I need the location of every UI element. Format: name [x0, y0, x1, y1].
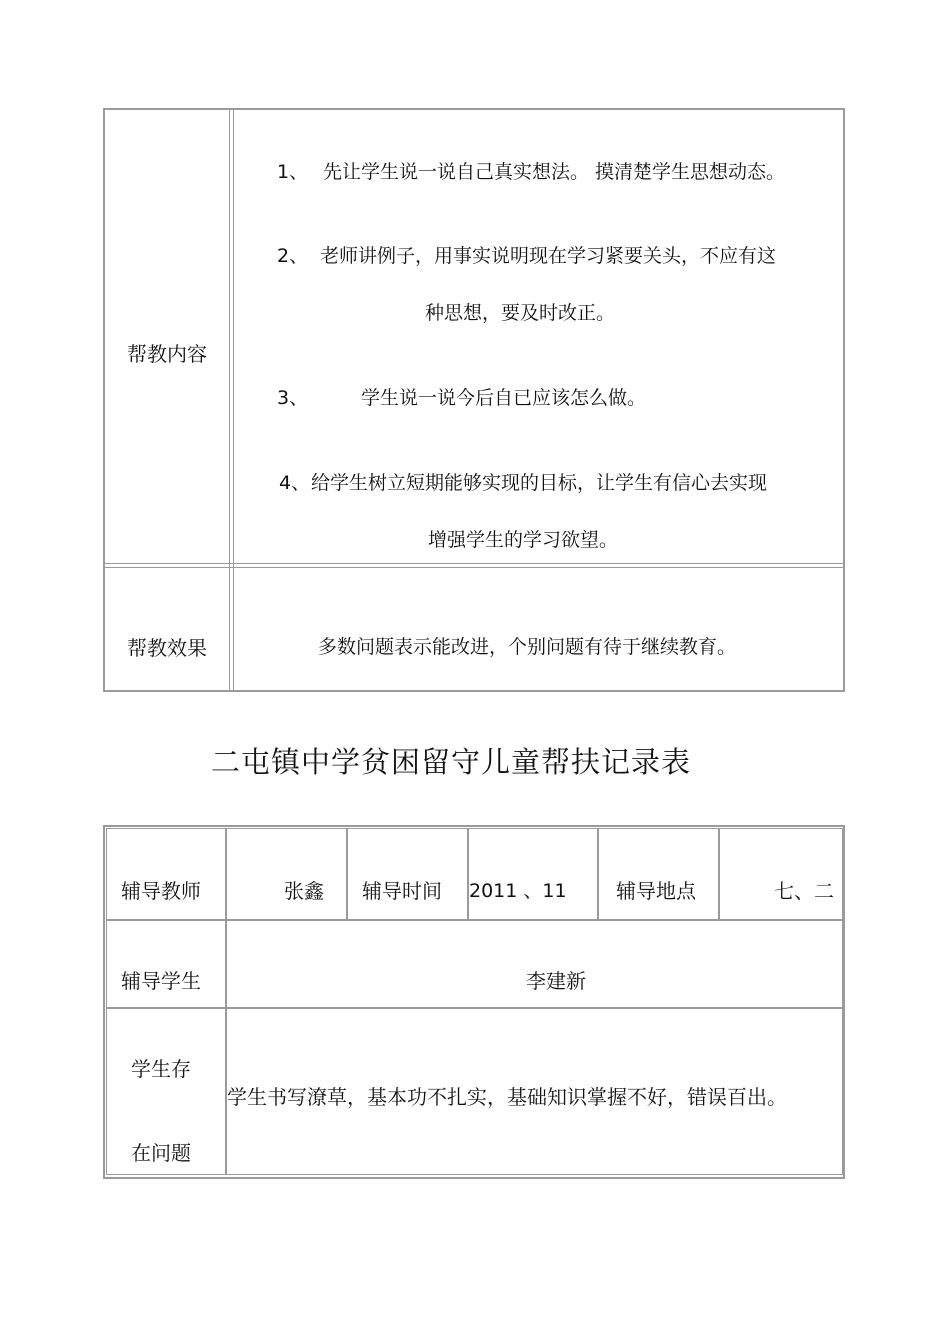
student-label-cell: [106, 920, 226, 1008]
item-2-text: 老师讲例子，用事实说明现在学习紧要关头，不应有这: [320, 245, 777, 267]
problem-label-line-2: 在问题: [131, 1141, 191, 1165]
time-label: 辅导时间: [362, 879, 442, 903]
place-label-cell: [598, 828, 719, 920]
problem-label-cell: [106, 1008, 226, 1175]
help-content-table: [103, 108, 845, 692]
row-divider: [105, 563, 843, 568]
student-value: 李建新: [526, 969, 586, 993]
place-value-cell: [719, 828, 843, 920]
time-label-cell: [347, 828, 468, 920]
teacher-value: 张鑫: [284, 879, 324, 903]
teacher-value-cell: [226, 828, 347, 920]
item-2-continuation: 种思想，要及时改正。: [425, 302, 616, 324]
help-effect-label: 帮教效果: [127, 636, 207, 660]
item-3-number: 3、: [277, 387, 309, 409]
item-4-number: 4、: [279, 472, 311, 494]
time-value: 2011 、11: [469, 880, 567, 902]
item-4-text: 给学生树立短期能够实现的目标，让学生有信心去实现: [311, 472, 768, 494]
record-table: [103, 825, 845, 1179]
problem-value-cell: [226, 1008, 843, 1175]
problem-label-line-1: 学生存: [131, 1057, 191, 1081]
student-value-cell: [226, 920, 843, 1008]
place-value: 七、二: [774, 879, 834, 903]
item-2-number: 2、: [277, 245, 309, 267]
item-1-number: 1、: [277, 161, 309, 183]
problem-value: 学生书写潦草，基本功不扎实，基础知识掌握不好，错误百出。: [227, 1085, 787, 1109]
teacher-label: 辅导教师: [121, 879, 201, 903]
item-4-continuation: 增强学生的学习欲望。: [428, 529, 619, 551]
item-1-text: 先让学生说一说自己真实想法。 摸清楚学生思想动态。: [323, 161, 786, 183]
item-3-text: 学生说一说今后自已应该怎么做。: [361, 387, 647, 409]
record-title: 二屯镇中学贫困留守儿童帮扶记录表: [210, 745, 691, 779]
help-effect-text: 多数问题表示能改进，个别问题有待于继续教育。: [318, 636, 737, 658]
time-value-cell: [468, 828, 598, 920]
place-label: 辅导地点: [616, 879, 696, 903]
help-content-label: 帮教内容: [127, 342, 207, 366]
teacher-label-cell: [106, 828, 226, 920]
column-divider: [229, 110, 234, 690]
student-label: 辅导学生: [121, 969, 201, 993]
